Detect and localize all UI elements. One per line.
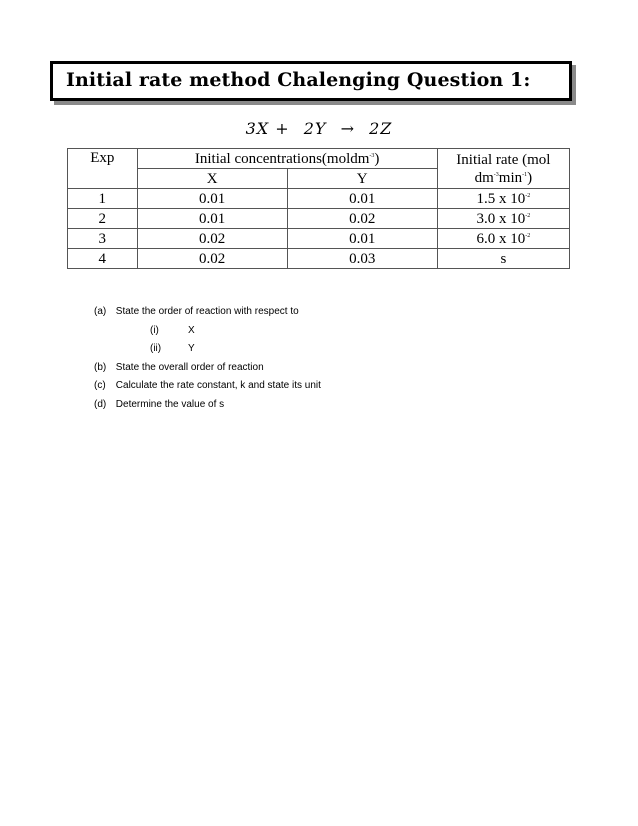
question-text: Calculate the rate constant, k and state its unit (115, 380, 321, 391)
cell-exp: 4 (68, 249, 138, 269)
question-marker: (c) (94, 380, 106, 391)
cell-x: 0.02 (137, 249, 287, 269)
cell-y: 0.02 (287, 209, 437, 229)
table-row (68, 189, 570, 209)
question-c (94, 377, 321, 396)
question-text: State the overall order of reaction (115, 361, 264, 373)
cell-rate: s (437, 249, 569, 269)
table-row (68, 229, 570, 249)
question-text: Determine the value of s (115, 398, 225, 410)
question-list (94, 303, 321, 414)
cell-rate: 6.0 x $10^{-2}$ (437, 229, 569, 249)
question-text: State the order of reaction with respect to (115, 306, 299, 317)
table-row (68, 249, 570, 269)
table-header-row (68, 149, 570, 169)
subquestion-text: X (188, 324, 195, 336)
cell-x: 0.01 (137, 189, 287, 209)
subquestion-marker: (ii) (150, 343, 162, 354)
reaction-equation (0, 119, 638, 138)
question-b (94, 359, 321, 378)
cell-y: 0.03 (287, 249, 437, 269)
question-d (94, 396, 321, 415)
cell-x: 0.02 (137, 229, 287, 249)
question-a-ii (94, 340, 321, 359)
equation-reactant-y: 2Y (303, 119, 327, 138)
question-a (94, 303, 321, 322)
cell-y: 0.01 (287, 229, 437, 249)
question-a-i (94, 322, 321, 341)
header-initial-rate: Initial rate (mol $dm^{-3}\min^{-1}$) (437, 149, 569, 189)
header-x: X (137, 169, 287, 189)
cell-exp: 3 (68, 229, 138, 249)
question-marker: (a) (94, 306, 107, 317)
cell-y: 0.01 (287, 189, 437, 209)
cell-exp: 1 (68, 189, 138, 209)
question-marker: (b) (94, 361, 107, 373)
table-row (68, 209, 570, 229)
header-y: Y (287, 169, 437, 189)
equation-arrow: → (340, 119, 355, 138)
equation-reactant-x: 3X + (245, 119, 290, 138)
page-title: Initial rate method Chalenging Question 1: (66, 69, 531, 91)
subquestion-marker: (i) (150, 324, 159, 336)
cell-rate: 1.5 x $10^{-2}$ (437, 189, 569, 209)
equation-product-z: 2Z (369, 119, 393, 138)
question-marker: (d) (94, 398, 107, 410)
cell-x: 0.01 (137, 209, 287, 229)
rate-data-table (67, 148, 570, 269)
title-box (50, 61, 572, 101)
header-initial-concentrations: Initial concentrations(moldm$^{-3}$) (137, 149, 437, 169)
subquestion-text: Y (188, 343, 195, 354)
cell-rate: 3.0 x $10^{-2}$ (437, 209, 569, 229)
cell-exp: 2 (68, 209, 138, 229)
header-exp: Exp (68, 149, 138, 189)
